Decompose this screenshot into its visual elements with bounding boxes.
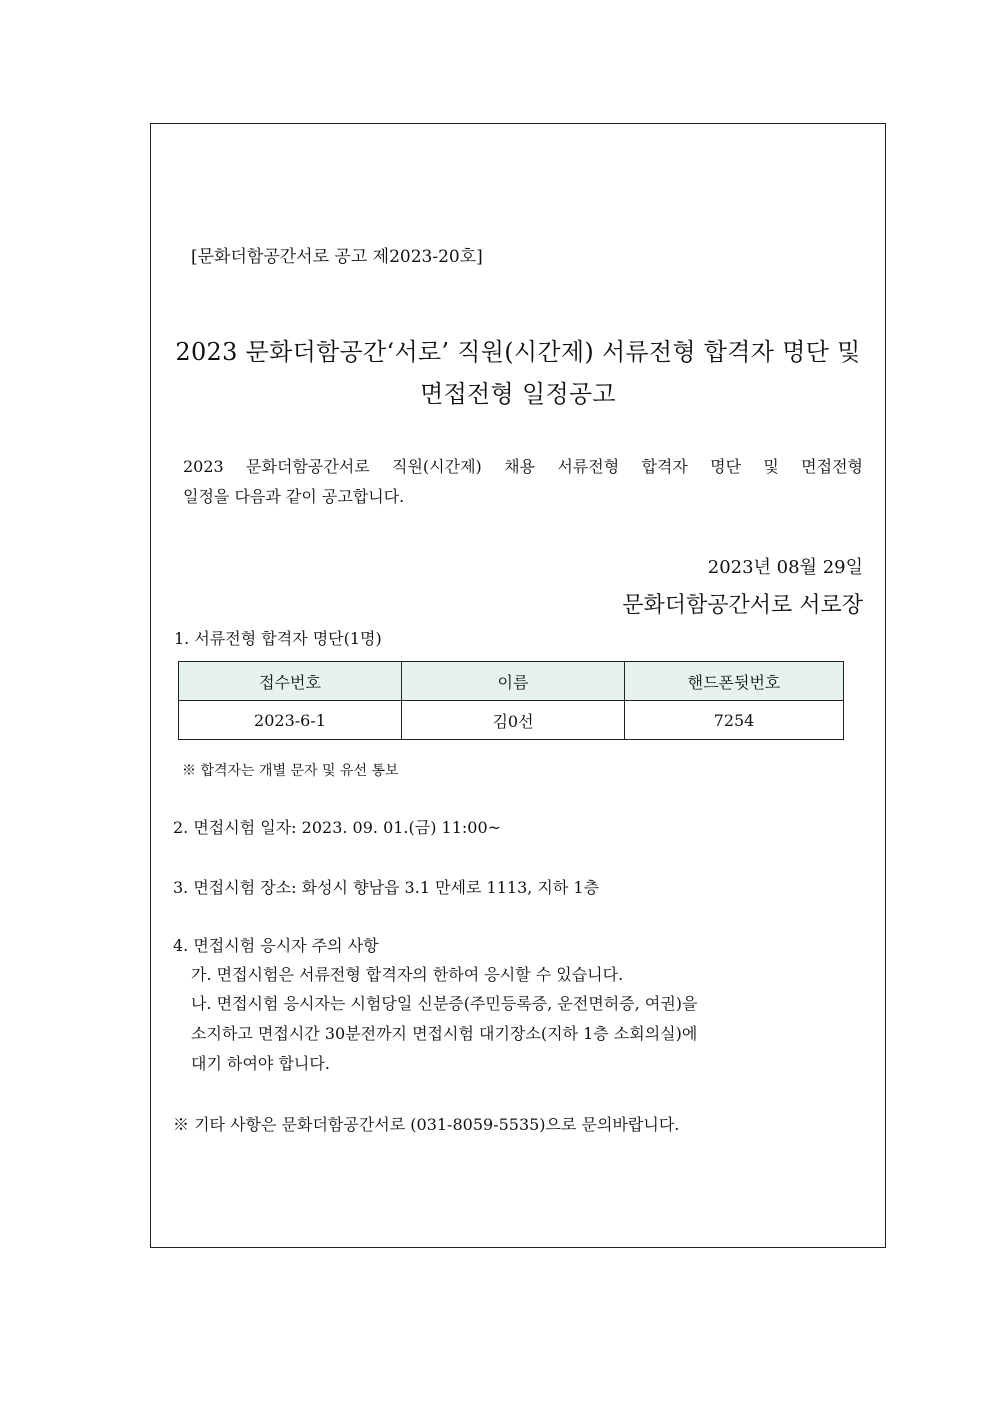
- table-row: [179, 701, 844, 740]
- document-title-line1: 2023 문화더함공간‘서로’ 직원(시간제) 서류전형 합격자 명단 및: [175, 338, 861, 366]
- section4-item-b-line3: 대기 하여야 합니다.: [191, 1054, 330, 1073]
- header-receipt-number: 접수번호: [179, 662, 402, 701]
- contact-note: ※ 기타 사항은 문화더함공간서로 (031-8059-5535)으로 문의바랍니다.: [173, 1115, 680, 1134]
- section4-item-b-line1: 나. 면접시험 응시자는 시험당일 신분증(주민등록증, 운전면허증, 여권)을: [191, 994, 698, 1013]
- announcement-date: 2023년 08월 29일: [707, 557, 863, 578]
- intro-line1: 2023 문화더함공간서로 직원(시간제) 채용 서류전형 합격자 명단 및 면접전형: [183, 457, 863, 476]
- header-name: 이름: [402, 662, 625, 701]
- header-phone-last-digits: 핸드폰뒷번호: [625, 662, 844, 701]
- intro-paragraph: [183, 452, 863, 512]
- document-title-line2: 면접전형 일정공고: [420, 380, 616, 408]
- section1-heading: 1. 서류전형 합격자 명단(1명): [174, 629, 382, 648]
- cell-phone-last-digits: 7254: [625, 701, 844, 740]
- passed-applicants-table: [178, 661, 844, 740]
- cell-receipt-number: 2023-6-1: [179, 701, 402, 740]
- cell-name: 김0선: [402, 701, 625, 740]
- intro-line2: 일정을 다음과 같이 공고합니다.: [183, 487, 405, 506]
- notice-number: [문화더함공간서로 공고 제2023-20호]: [191, 247, 483, 267]
- section4-item-a: 가. 면접시험은 서류전형 합격자의 한하여 응시할 수 있습니다.: [191, 965, 624, 984]
- signatory: 문화더함공간서로 서로장: [622, 593, 863, 618]
- section4-item-b-line2: 소지하고 면접시간 30분전까지 면접시험 대기장소(지하 1층 소회의실)에: [191, 1024, 698, 1043]
- section2-interview-date: 2. 면접시험 일자: 2023. 09. 01.(금) 11:00~: [173, 818, 502, 837]
- notification-note: ※ 합격자는 개별 문자 및 유선 통보: [182, 763, 399, 779]
- table-header-row: [179, 662, 844, 701]
- section3-interview-location: 3. 면접시험 장소: 화성시 향남읍 3.1 만세로 1113, 지하 1층: [173, 878, 600, 897]
- section4-heading: 4. 면접시험 응시자 주의 사항: [173, 936, 379, 955]
